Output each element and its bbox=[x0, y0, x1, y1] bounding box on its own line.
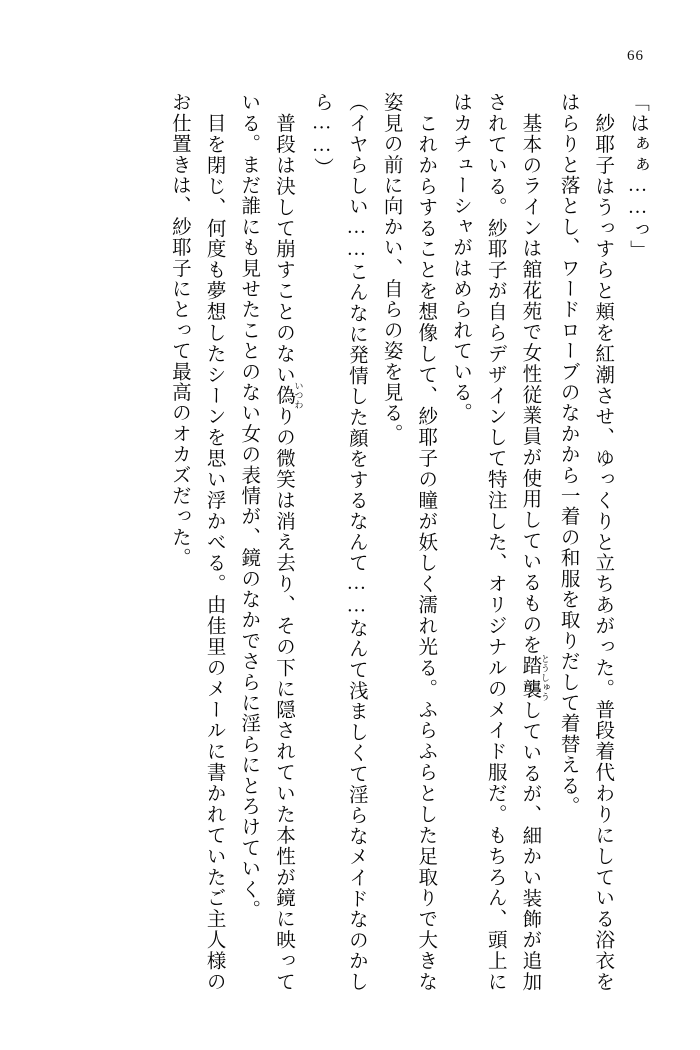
ruby-itsuwa bbox=[272, 381, 304, 410]
ruby-text-itsuwa: いつわ bbox=[293, 381, 304, 410]
paragraph-3-pre: 基本のラインは舘花苑で女性従業員が使用しているものを bbox=[519, 92, 541, 656]
paragraph-3 bbox=[442, 92, 550, 992]
paragraph-4: これからすることを想像して、紗耶子の瞳が妖しく濡れ光る。ふらふらとした足取りで大きな姿見の前に向かい、自らの姿を見る。 bbox=[380, 92, 437, 992]
ruby-toushuu bbox=[519, 653, 550, 702]
ruby-text-toushuu: とうしゅう bbox=[539, 653, 550, 702]
paragraph-6 bbox=[231, 92, 304, 992]
paragraph-6-pre: 普段は決して崩すことのない bbox=[272, 92, 294, 386]
paragraph-2: 紗耶子はうっすらと頬を紅潮させ、ゆっくりと立ちあがった。普段着代わりにしている浴衣をはらりと落とし、ワードローブのなかから一着の和服を取りだして着替える。 bbox=[557, 92, 614, 992]
paragraph-3-post: しているが、細かい装飾が追加されている。紗耶子が自らデザインして特注した、オリジナルのメイド服だ。もちろん、頭上にはカチューシャがはめられている。 bbox=[449, 92, 541, 992]
ruby-base-itsuwa: 偽 bbox=[272, 381, 294, 410]
paragraph-5: （イヤらしい……こんなに発情した顔をするなんて……なんて浅ましくて淫らなメイドなのかしら……） bbox=[311, 92, 367, 992]
paragraph-1: 「はぁぁ……っ」 bbox=[627, 92, 648, 261]
page-text-body bbox=[46, 92, 654, 992]
paragraph-7: 目を閉じ、何度も夢想したシーンを思い浮かべる。由佳里のメールに書かれていたご主人様のお仕置きは、紗耶子にとって最高のオカズだった。 bbox=[168, 92, 225, 992]
page-number: 66 bbox=[627, 48, 644, 64]
paragraph-6-post: りの微笑は消え去り、その下に隠されていた本性が鏡に映っている。まだ誰にも見せたことのない女の表情が、鏡のなかでさらに淫らにとろけていく。 bbox=[238, 92, 294, 992]
ruby-base-toushuu: 踏襲 bbox=[519, 653, 541, 702]
